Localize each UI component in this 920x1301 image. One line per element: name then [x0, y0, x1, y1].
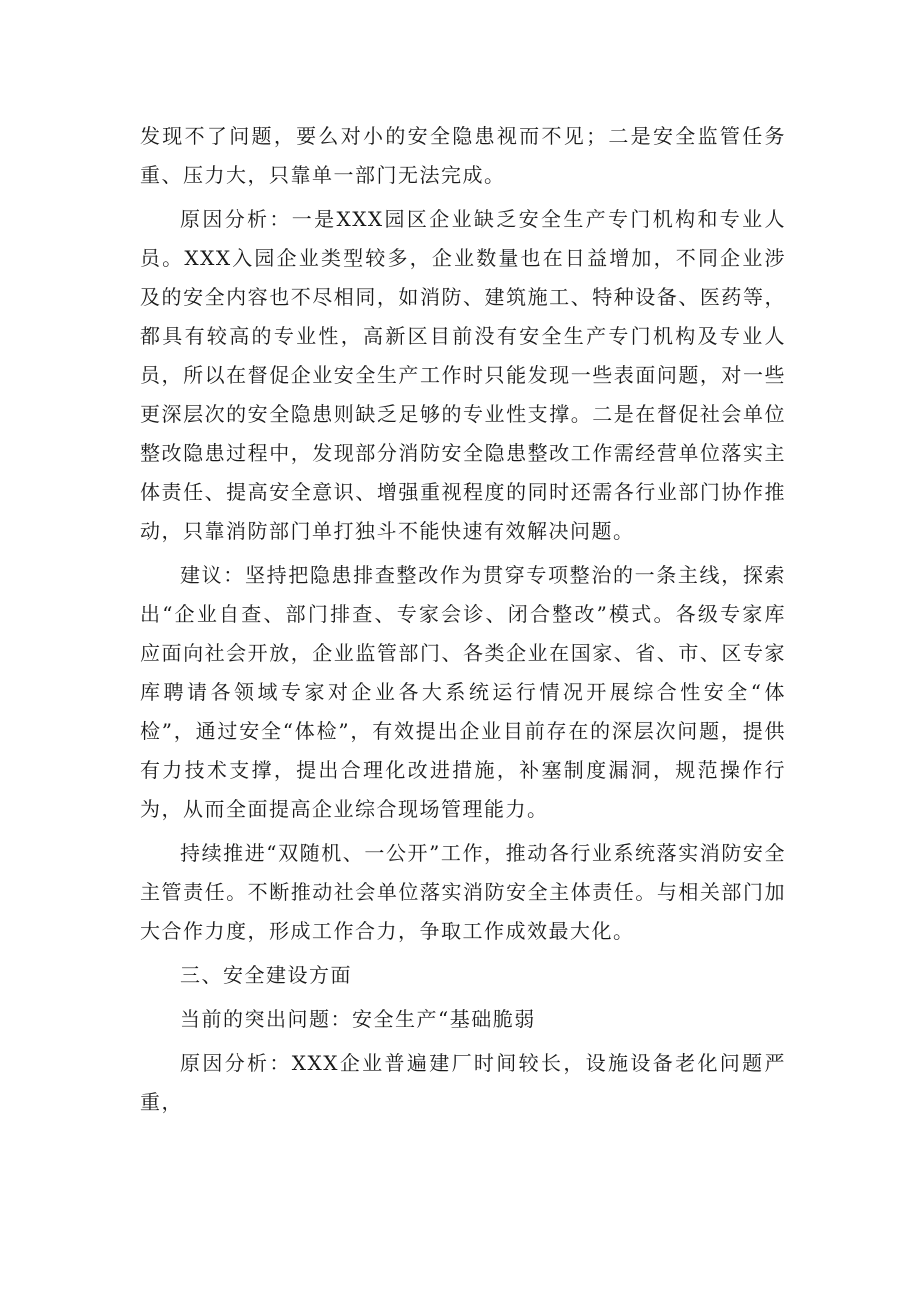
paragraph-suggestion: 建议：坚持把隐患排查整改作为贯穿专项整治的一条主线，探索出“企业自查、部门排查、专家会诊、闭合整改”模式。各级专家库应面向社会开放，企业监管部门、各类企业在国家、省、市、区专家库聘请各领域专家对企业各大系统运行情况开展综合性安全“体检”，通过安全“体检”，有效提出企业目前存在的深层次问题，提供有力技术支撑，提出合理化改进措施，补塞制度漏洞，规范操作行为，从而全面提高企业综合现场管理能力。: [140, 563, 786, 821]
paragraph-continuation: 发现不了问题，要么对小的安全隐患视而不见；二是安全监管任务重、压力大，只靠单一部门无法完成。: [140, 124, 786, 187]
section-heading-safety-construction: 三、安全建设方面: [180, 963, 352, 987]
document-body: [140, 117, 786, 1122]
paragraph-cause-analysis: 原因分析：一是XXX园区企业缺乏安全生产专门机构和专业人员。XXX入园企业类型较多，企业数量也在日益增加，不同企业涉及的安全内容也不尽相同，如消防、建筑施工、特种设备、医药等，都具有较高的专业性，高新区目前没有安全生产专门机构及专业人员，所以在督促企业安全生产工作时只能发现一些表面问题，对一些更深层次的安全隐患则缺乏足够的专业性支撑。二是在督促社会单位整改隐患过程中，发现部分消防安全隐患整改工作需经营单位落实主体责任、提高安全意识、增强重视程度的同时还需各行业部门协作推动，只靠消防部门单打独斗不能快速有效解决问题。: [140, 207, 786, 543]
paragraph-current-problem: 当前的突出问题：安全生产“基础脆弱: [180, 1007, 536, 1031]
paragraph-cause-analysis-2: 原因分析：XXX企业普遍建厂时间较长，设施设备老化问题严重，: [140, 1051, 786, 1114]
paragraph-continue-promotion: 持续推进“双随机、一公开”工作，推动各行业系统落实消防安全主管责任。不断推动社会单位落实消防安全主体责任。与相关部门加大合作力度，形成工作合力，争取工作成效最大化。: [140, 841, 786, 943]
